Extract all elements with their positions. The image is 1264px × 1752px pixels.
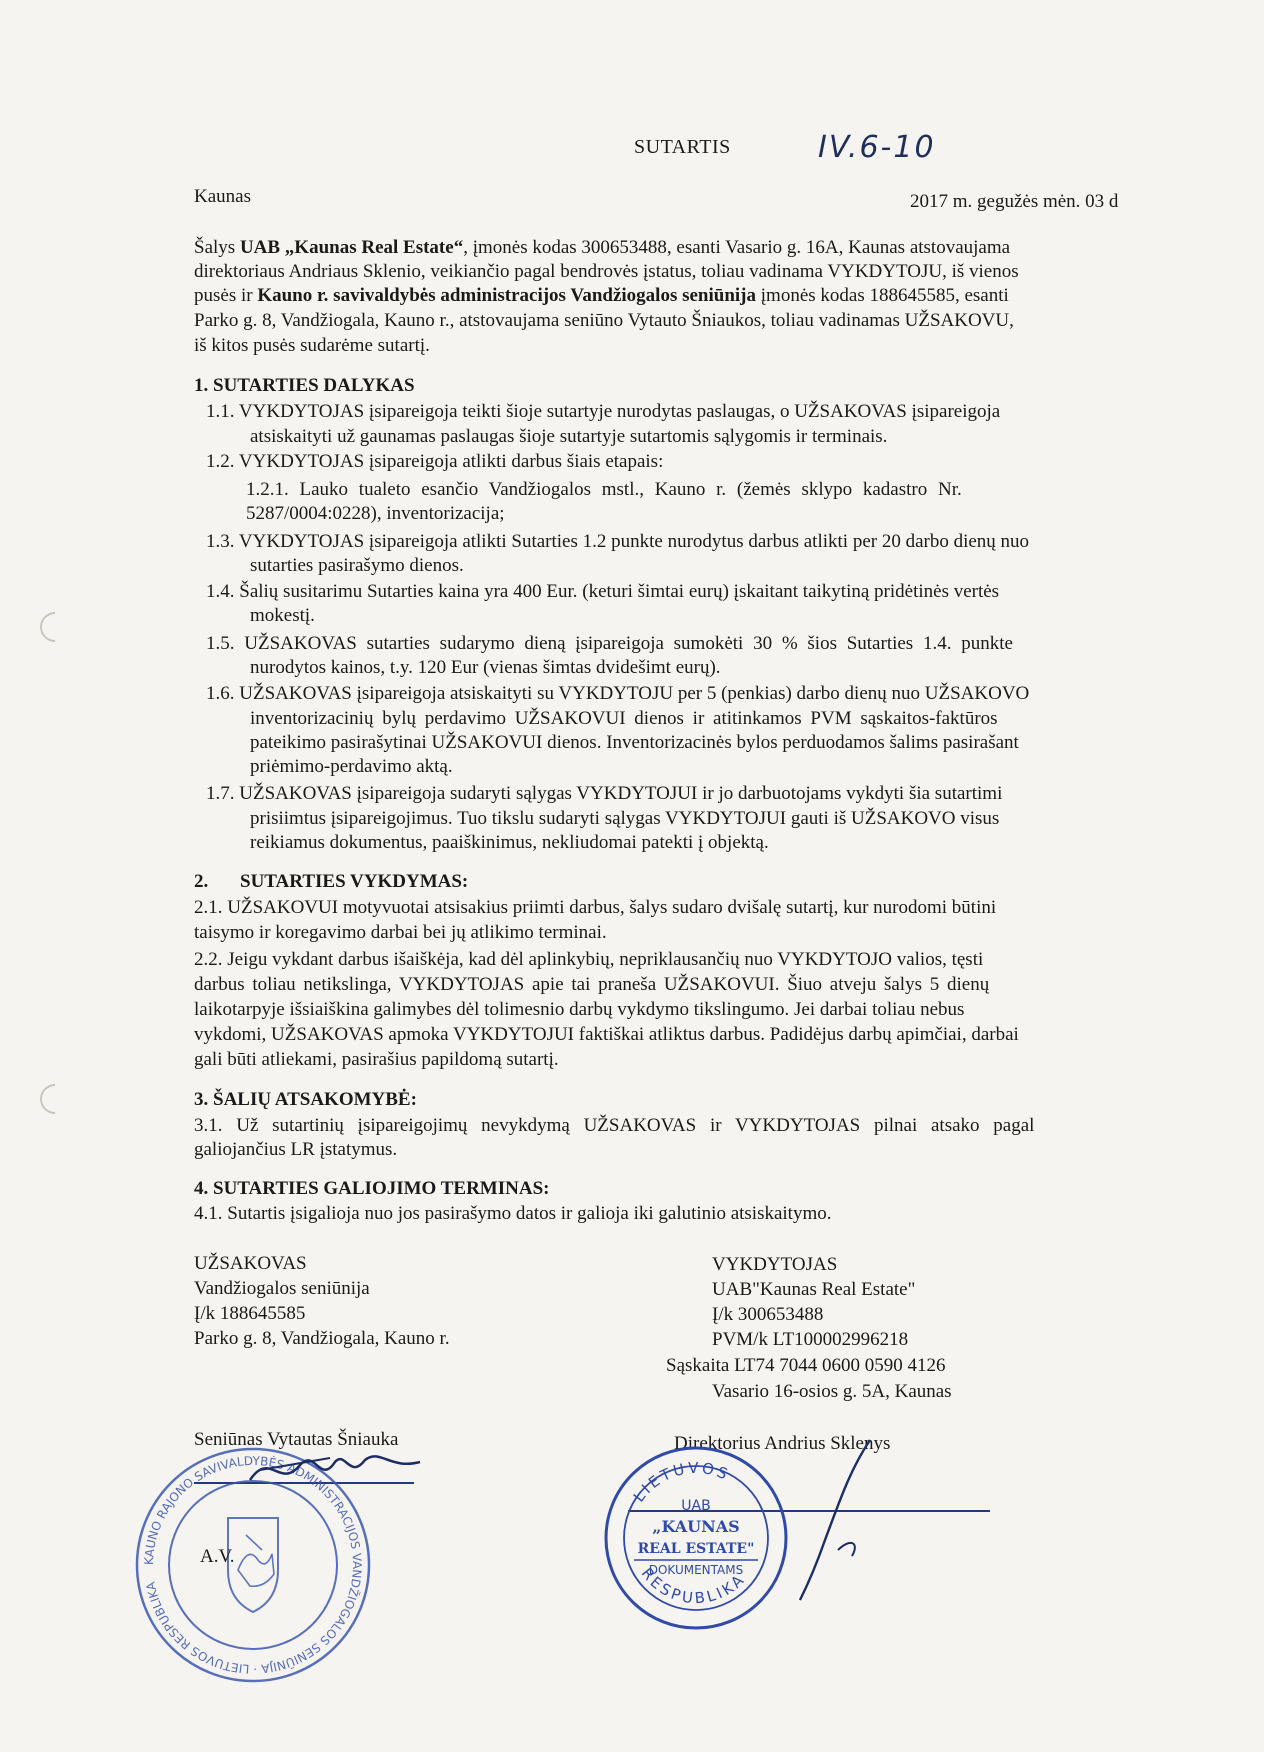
punch-hole-bottom <box>34 1078 76 1120</box>
section-3-heading: 3. ŠALIŲ ATSAKOMYBĖ: <box>194 1089 417 1110</box>
section-2-heading: SUTARTIES VYKDYMAS: <box>240 871 469 892</box>
contractor-vat: PVM/k LT100002996218 <box>712 1329 909 1350</box>
company-stamp-name-1: „KAUNAS <box>652 1517 740 1536</box>
clause-1-6-line-1: 1.6. UŽSAKOVAS įsipareigoja atsiskaityti su VYKDYTOJU per 5 (penkias) darbo dienų nuo UŽSAKOVO <box>206 683 1030 704</box>
clause-1-6-line-2: inventorizacinių bylų perdavimo UŽSAKOVUI dienos ir atitinkamos PVM sąskaitos-faktūros <box>250 708 998 729</box>
clause-2-2-line-3: laikotarpyje išsiaiškina galimybes dėl tolimesnio darbų vykdymo tikslingumo. Jei darbai toliau nebus <box>194 999 965 1020</box>
clause-1-6-line-4: priėmimo-perdavimo aktą. <box>250 756 453 777</box>
clause-1-1-line-2: atsiskaityti už gaunamas paslaugas šioje sutartyje sutartomis sąlygomis ir terminais. <box>250 426 888 447</box>
clause-2-2-line-2: darbus toliau netikslinga, VYKDYTOJAS apie tai praneša UŽSAKOVUI. Šiuo atveju šalys 5 dienų <box>194 974 990 995</box>
company-stamp-name-2: REAL ESTATE" <box>637 1541 755 1557</box>
parties-line-5: iš kitos pusės sudarėme sutartį. <box>194 335 430 356</box>
punch-hole-top <box>34 606 76 648</box>
clause-1-3-line-2: sutarties pasirašymo dienos. <box>250 555 464 576</box>
clause-2-2-line-1: 2.2. Jeigu vykdant darbus išaiškėja, kad dėl aplinkybių, nepriklausančių nuo VYKDYTOJO valios, tęsti <box>194 949 984 970</box>
parties-line-4: Parko g. 8, Vandžiogala, Kauno r., atstovaujama seniūno Vytauto Šniaukos, toliau vadinamas UŽSAKOVU, <box>194 310 1014 331</box>
section-4-heading: 4. SUTARTIES GALIOJIMO TERMINAS: <box>194 1178 550 1199</box>
company-stamp-bottom-text: RESPUBLIKA <box>637 1564 750 1608</box>
contractor-signatory: Direktorius Andrius Sklenys <box>674 1433 891 1454</box>
clause-1-7-line-3: reikiamus dokumentus, paaiškinimus, nekliudomai patekti į objektą. <box>250 832 769 853</box>
contractor-name: UAB"Kaunas Real Estate" <box>712 1279 916 1300</box>
contract-date: 2017 m. gegužės mėn. 03 d <box>910 191 1119 212</box>
clause-2-1-line-1: 2.1. UŽSAKOVUI motyvuotai atsisakius priimti darbus, šalys sudaro dvišalę sutartį, kur nurodomi būtini <box>194 897 997 918</box>
parties-line-2: direktoriaus Andriaus Sklenio, veikiančio pagal bendrovės įstatus, toliau vadinama VYKDYTOJU, iš vienos <box>194 261 1019 282</box>
document-title: SUTARTIS <box>634 136 731 158</box>
clause-1-3-line-1: 1.3. VYKDYTOJAS įsipareigoja atlikti Sutarties 1.2 punkte nurodytus darbus atlikti per 20 darbo dienų nuo <box>206 531 1030 552</box>
clause-1-1-line-1: 1.1. VYKDYTOJAS įsipareigoja teikti šioje sutartyje nurodytas paslaugas, o UŽSAKOVAS įsipareigoja <box>206 401 1001 422</box>
contractor-address: Vasario 16-osios g. 5A, Kaunas <box>712 1381 952 1402</box>
client-signatory: Seniūnas Vytautas Šniauka <box>194 1429 399 1450</box>
clause-1-7-line-2: prisiimtus įsipareigojimus. Tuo tikslu sudaryti sąlygas VYKDYTOJUI gauti iš UŽSAKOVO visus <box>250 808 1000 829</box>
clause-3-1-line-2: galiojančius LR įstatymus. <box>194 1139 398 1160</box>
client-signature <box>240 1440 430 1500</box>
client-role: UŽSAKOVAS <box>194 1253 307 1274</box>
company-stamp-uab: UAB <box>681 1498 711 1514</box>
clause-1-2-1-line-2: 5287/0004:0228), inventorizacija; <box>246 503 505 524</box>
clause-1-4-line-2: mokestį. <box>250 605 315 626</box>
city: Kaunas <box>194 186 251 207</box>
clause-1-2-1-line-1: 1.2.1. Lauko tualeto esančio Vandžiogalos mstl., Kauno r. (žemės sklypo kadastro Nr. <box>246 479 962 500</box>
contractor-signature <box>780 1430 890 1610</box>
parties-line-3: pusės ir Kauno r. savivaldybės administracijos Vandžiogalos seniūnija įmonės kodas 188645585, esanti <box>194 285 1009 306</box>
municipality-stamp-ring-text: KAUNO RAJONO SAVIVALDYBĖS ADMINISTRACIJOS VANDŽIOGALOS SENIŪNIJA · LIETUVOS RESPUBLIKA <box>141 1453 365 1677</box>
clause-4-1: 4.1. Sutartis įsigalioja nuo jos pasirašymo datos ir galioja iki galutinio atsiskaitymo. <box>194 1203 832 1224</box>
company-stamp-top-text: LIETUVOS <box>629 1458 733 1506</box>
contractor-code: Į/k 300653488 <box>712 1304 824 1325</box>
client-address: Parko g. 8, Vandžiogala, Kauno r. <box>194 1328 450 1349</box>
clause-2-2-line-4: vykdomi, UŽSAKOVAS apmoka VYKDYTOJUI faktiškai atliktus darbus. Padidėjus darbų apimčiai, darbai <box>194 1024 1019 1045</box>
section-1-heading: 1. SUTARTIES DALYKAS <box>194 375 415 396</box>
company-stamp-docs: DOKUMENTAMS <box>648 1563 744 1577</box>
clause-3-1-line-1: 3.1. Už sutartinių įsipareigojimų nevykdymą UŽSAKOVAS ir VYKDYTOJAS pilnai atsako pagal <box>194 1115 1035 1136</box>
stamp-seal-abbrev: A.V. <box>200 1546 235 1567</box>
clause-1-7-line-1: 1.7. UŽSAKOVAS įsipareigoja sudaryti sąlygas VYKDYTOJUI ir jo darbuotojams vykdyti šia sutartimi <box>206 783 1003 804</box>
coat-of-arms-icon <box>228 1518 278 1612</box>
clause-2-2-line-5: gali būti atliekami, pasirašius papildomą sutartį. <box>194 1049 559 1070</box>
client-name: Vandžiogalos seniūnija <box>194 1278 370 1299</box>
clause-1-4-line-1: 1.4. Šalių susitarimu Sutarties kaina yra 400 Eur. (keturi šimtai eurų) įskaitant taikytiną pridėtinės vertės <box>206 581 1000 602</box>
clause-2-1-line-2: taisymo ir koregavimo darbai bei jų atlikimo terminai. <box>194 922 607 943</box>
parties-line-1: Šalys UAB „Kaunas Real Estate“, įmonės kodas 300653488, esanti Vasario g. 16A, Kaunas atstovaujama <box>194 237 1011 258</box>
clause-1-2: 1.2. VYKDYTOJAS įsipareigoja atlikti darbus šiais etapais: <box>206 451 664 472</box>
section-2-number: 2. <box>194 871 209 892</box>
client-code: Į/k 188645585 <box>194 1303 306 1324</box>
handwritten-registration-number: IV.6-10 <box>818 130 936 165</box>
contractor-role: VYKDYTOJAS <box>712 1254 838 1275</box>
company-stamp <box>596 1438 796 1638</box>
contractor-account: Sąskaita LT74 7044 0600 0590 4126 <box>666 1355 946 1376</box>
clause-1-5-line-2: nurodytos kainos, t.y. 120 Eur (vienas šimtas dvidešimt eurų). <box>250 657 721 678</box>
clause-1-5-line-1: 1.5. UŽSAKOVAS sutarties sudarymo dieną įsipareigoja sumokėti 30 % šios Sutarties 1.4. punkte <box>206 633 1013 654</box>
clause-1-6-line-3: pateikimo pasirašytinai UŽSAKOVUI dienos. Inventorizacinės bylos perduodamos šalims pasirašant <box>250 732 1019 753</box>
